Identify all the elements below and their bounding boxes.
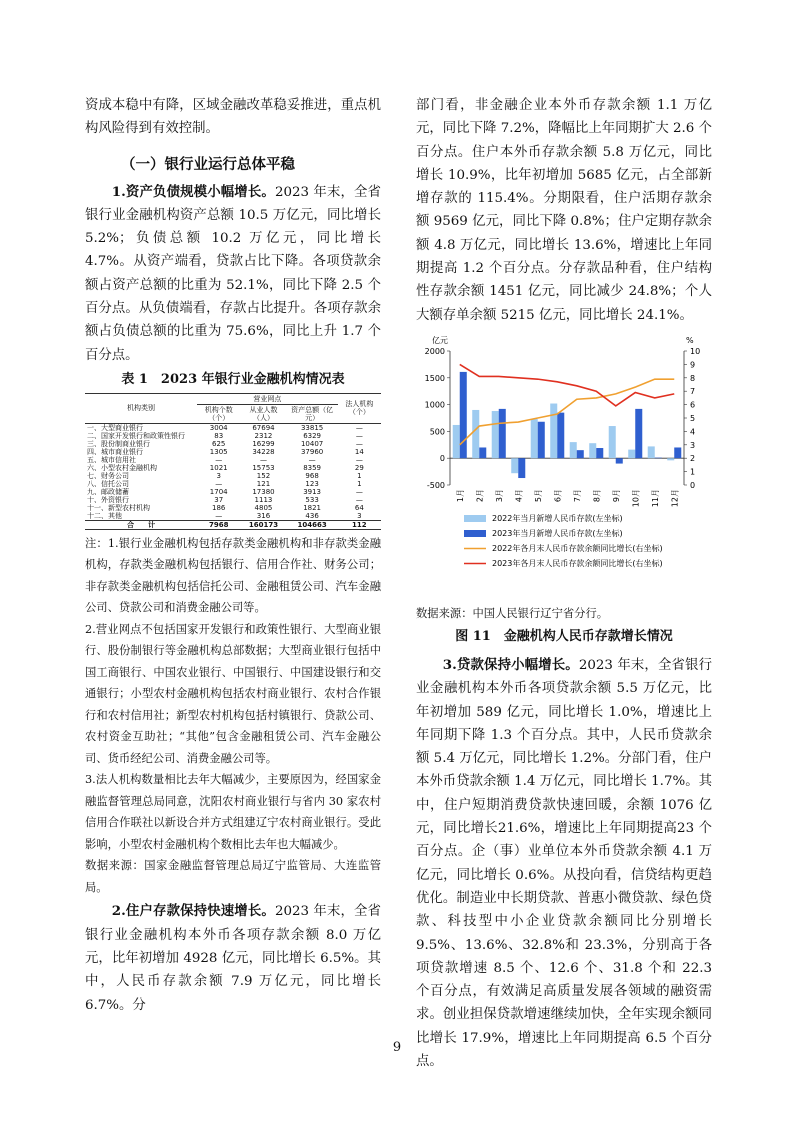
table-caption: 表 1 2023 年银行业金融机构情况表 (121, 371, 345, 387)
paragraph-assets (85, 181, 381, 367)
table-row (85, 440, 381, 448)
bar-2022 (648, 446, 655, 458)
category-label: 10月 (631, 488, 641, 508)
right-unit-label: % (686, 335, 694, 345)
table-cell: 1 (357, 471, 362, 480)
table-row (85, 448, 381, 456)
category-label: 11月 (650, 488, 660, 508)
bar-2023 (616, 458, 623, 463)
table-body (85, 423, 381, 529)
left-column (85, 94, 381, 1017)
table-cell: — (355, 423, 363, 432)
bar-2022 (570, 442, 577, 458)
table-cell: — (355, 439, 363, 448)
table-cell: 四、城市商业银行 (87, 447, 143, 456)
bar-2023 (596, 448, 603, 458)
table-note: 2.营业网点不包括国家开发银行和政策性银行、大型商业银行、股份制银行等金融机构总部数据；大型商业银行包括中国工商银行、中国农业银行、中国银行、中国建设银行和交通银行；小型农村金融机构包括农村商业银行、农村合作银行和农村信用社；新型农村机构包括村镇银行、贷款公司、农村资金互助社；“其他”包含金融租赁公司、汽车金融公司、货币经纪公司、消费金融公司等。 (85, 622, 381, 765)
table-cell: 34228 (252, 447, 275, 456)
table-row (85, 480, 381, 488)
table-cell: — (355, 431, 363, 440)
right-tick-label: 1 (690, 467, 696, 477)
paragraph-deposits-body: 2023 年末，全省银行业金融机构本外币各项存款余额 8.0 万亿元，比年初增加 4928 亿元，同比增长 6.5%。其中，人民币存款余额 7.9 万亿元，同比增长 6.7%。分 (85, 904, 381, 1013)
table-cell: — (308, 455, 316, 464)
bar-2023 (635, 409, 642, 458)
col-header-legal: 法人机构（个） (338, 393, 381, 423)
paragraph-loans-body: 2023 年末，全省银行业金融机构本外币各项贷款余额 5.5 万亿元，比年初增加 589 亿元，同比增长 1.0%，增速比上年同期下降 1.3 个百分点。其中，人民币贷款余额 5.4 万亿元，同比增长 1.2%。分部门看，住户本外币贷款余额 1.4 万亿元，同比增长 1.7%。其中，住户短期消费贷款快速回暖，余额 1076 亿元，同比增长21.6%，增速比上年同期提高23 个百分点。企（事）业单位本外币贷款余额 4.1 万亿元，同比增长 0.6%。从投向看，信贷结构更趋优化。制造业中长期贷款、普惠小微贷款、绿色贷款、科技型中小企业贷款余额同比分别增长 9.5%、13.6%、32.8%和 23.3%，分别高于各项贷款增速 8.5 个、12.6 个、31.8 个和 22.3 个百分点，有效满足高质量发展各领域的融资需求。创业担保贷款增速继续加快，全年实现余额同比增长 17.9%，增速比上年同期提高 6.5 个百分点。 (416, 657, 712, 1070)
table-cell: 4805 (254, 503, 273, 512)
col-header-group: 营业网点 (197, 393, 338, 404)
table-cell: 十二、其他 (87, 511, 122, 520)
table-cell: 3 (357, 511, 362, 520)
bar-2023 (557, 413, 564, 459)
table-cell: 29 (354, 463, 364, 472)
table-cell: 1305 (209, 447, 228, 456)
col-header-type: 机构类别 (85, 393, 197, 423)
category-label: 4月 (514, 488, 524, 503)
bar-2022 (511, 458, 518, 473)
paragraph-loans (416, 654, 712, 1073)
bar-2022 (667, 458, 674, 460)
table-cell: 64 (354, 503, 364, 512)
bar-2023 (460, 372, 467, 458)
legend-swatch (464, 515, 486, 522)
table-cell: 160173 (240, 520, 286, 529)
category-label: 7月 (572, 488, 582, 503)
table-cell: 1821 (303, 503, 322, 512)
table-row (85, 464, 381, 472)
chart-source: 数据来源：中国人民银行辽宁省分行。 (416, 606, 609, 620)
table-cell: 七、财务公司 (87, 471, 129, 480)
table-row (85, 456, 381, 464)
right-tick-label: 9 (690, 360, 696, 370)
table-row (85, 512, 381, 521)
bar-2022 (453, 425, 460, 458)
table-cell: 533 (305, 495, 319, 504)
paragraph-deposits-continued: 部门看，非金融企业本外币存款余额 1.1 万亿元，同比下降 7.2%，降幅比上年同期扩大 2.6 个百分点。住户本外币存款余额 5.8 万亿元，同比增长 10.9%，比年初增加 5685 亿元，占全部新增存款的 115.4%。分期限看，住户活期存款余额 9569 亿元，同比下降 0.8%；住户定期存款余额 4.8 万亿元，同比增长 13.6%，增速比上年同期提高 1.2 个百分点。分存款品种看，住户结构性存款余额 1451 亿元，同比减少 24.8%；个人大额存单余额 5215 亿元，同比增长 24.1%。 (416, 98, 712, 323)
table-source: 数据来源：国家金融监督管理总局辽宁监管局、大连监管局。 (85, 859, 381, 894)
table-cell: 436 (305, 511, 319, 520)
table-cell: 7968 (197, 520, 240, 529)
bar-2022 (531, 419, 538, 458)
col-header-staff: 从业人数（人） (240, 404, 286, 423)
paragraph-loans-lead: 3.贷款保持小幅增长。 (442, 656, 579, 673)
bar-2022 (628, 450, 635, 459)
col-header-assets: 资产总额（亿元） (287, 404, 338, 423)
section-title: （一）银行业运行总体平稳 (121, 155, 295, 173)
table-cell: 37960 (300, 447, 324, 456)
table-cell: 五、城市信用社 (87, 455, 136, 464)
category-label: 1月 (455, 488, 465, 503)
category-label: 2月 (475, 488, 485, 503)
table-cell: 15753 (252, 463, 275, 472)
right-tick-label: 4 (690, 427, 696, 437)
bar-2022 (492, 411, 499, 458)
table-cell: 10407 (300, 439, 324, 448)
bar-2022 (550, 403, 557, 458)
table-cell: — (355, 455, 363, 464)
table-cell: — (215, 511, 223, 520)
table-row (85, 423, 381, 432)
table-cell: 123 (305, 479, 319, 488)
bar-2023 (674, 447, 681, 458)
table-cell: 625 (212, 439, 226, 448)
table-note: 3.法人机构数量相比去年大幅减少，主要原因为，经国家金融监督管理总局同意，沈阳农村商业银行与省内 30 家农村信用合作联社以新设合并方式组建辽宁农村商业银行。受此影响，小型农村金融机构个数相比去年也大幅减少。 (85, 773, 381, 851)
right-tick-label: 6 (690, 400, 696, 410)
table-cell: 14 (354, 447, 364, 456)
table-cell: 九、邮政储蓄 (87, 487, 129, 496)
right-column (416, 94, 712, 1073)
table-cell: — (259, 455, 267, 464)
figure-caption: 图 11 金融机构人民币存款增长情况 (455, 628, 673, 644)
table-cell: 二、国家开发银行和政策性银行 (87, 431, 185, 440)
table-cell: 十一、新型农村机构 (87, 503, 150, 512)
table-cell: 八、信托公司 (87, 479, 129, 488)
table-cell: 1 (357, 479, 362, 488)
right-tick-label: 10 (690, 346, 701, 356)
legend-swatch (464, 530, 486, 537)
paragraph-deposits-lead: 2.住户存款保持快速增长。 (111, 903, 275, 920)
table-cell: — (355, 495, 363, 504)
bar-2023 (518, 458, 525, 478)
table-row (85, 488, 381, 496)
table-cell: 16299 (252, 439, 275, 448)
table-cell: — (355, 487, 363, 496)
table-row (85, 504, 381, 512)
bar-2023 (499, 409, 506, 458)
right-tick-label: 8 (690, 373, 696, 383)
deposit-growth-chart (416, 333, 712, 605)
right-tick-label: 0 (690, 480, 696, 490)
category-label: 8月 (592, 488, 602, 503)
left-tick-label: 500 (429, 427, 445, 437)
table-cell: 合 计 (85, 520, 197, 529)
left-tick-label: 0 (439, 454, 445, 464)
table-cell: 112 (338, 520, 381, 529)
category-label: 3月 (494, 488, 504, 503)
table-row (85, 496, 381, 504)
left-unit-label: 亿元 (432, 335, 448, 345)
bank-institutions-table (85, 393, 381, 530)
right-tick-label: 3 (690, 440, 696, 450)
page-number: 9 (392, 1040, 402, 1055)
chart-legend (464, 513, 663, 568)
table-cell: 8359 (303, 463, 322, 472)
table-cell: 33815 (300, 423, 324, 432)
table-cell: 一、大型商业银行 (87, 423, 143, 432)
legend-label: 2022年当月新增人民币存款(左坐标) (492, 513, 623, 523)
table-cell: 121 (256, 479, 271, 488)
right-tick-label: 2 (690, 454, 696, 464)
table-cell: 6329 (303, 431, 322, 440)
table-cell: 104663 (287, 520, 338, 529)
table-row (85, 432, 381, 440)
table-cell: — (215, 479, 223, 488)
bar-2023 (655, 458, 662, 459)
paragraph-deposits (85, 900, 381, 1016)
table-cell: 六、小型农村金融机构 (87, 463, 157, 472)
category-label: 12月 (670, 488, 680, 508)
bar-2023 (479, 447, 486, 458)
table-cell: 3 (216, 471, 221, 480)
table-cell: 1704 (209, 487, 228, 496)
table-cell: 1021 (209, 463, 228, 472)
table-cell: — (215, 455, 223, 464)
right-tick-label: 5 (690, 413, 696, 423)
legend-label: 2023年当月新增人民币存款(左坐标) (492, 528, 623, 538)
table-cell: 67694 (252, 423, 275, 432)
table-cell: 3004 (209, 423, 228, 432)
left-tick-label: 1000 (424, 400, 445, 410)
col-header-count: 机构个数（个） (197, 404, 240, 423)
legend-label: 2022年各月末人民币存款余额同比增长(右坐标) (492, 543, 663, 553)
left-tick-label: -500 (426, 480, 445, 490)
left-tick-label: 1500 (424, 373, 445, 383)
table-cell: 152 (256, 471, 271, 480)
category-label: 9月 (611, 488, 621, 503)
table-cell: 3913 (303, 487, 322, 496)
table-cell: 三、股份制商业银行 (87, 439, 150, 448)
bar-2022 (472, 410, 479, 458)
table-cell: 17380 (252, 487, 275, 496)
table-cell: 2312 (254, 431, 273, 440)
bar-2022 (589, 443, 596, 458)
left-tick-label: 2000 (424, 346, 445, 356)
legend-label: 2023年各月末人民币存款余额同比增长(右坐标) (492, 558, 663, 568)
intro-paragraph: 资成本稳中有降，区域金融改革稳妥推进，重点机构风险得到有效控制。 (85, 98, 381, 137)
paragraph-assets-lead: 1.资产负债规模小幅增长。 (111, 183, 275, 200)
table-row (85, 472, 381, 480)
table-cell: 316 (256, 511, 271, 520)
table-cell: 十、外资银行 (87, 495, 129, 504)
table-total-row (85, 520, 381, 529)
table-cell: 37 (214, 495, 224, 504)
right-tick-label: 7 (690, 387, 696, 397)
paragraph-assets-body: 2023 年末，全省银行业金融机构资产总额 10.5 万亿元，同比增长 5.2%；负债总额 10.2 万亿元，同比增长 4.7%。从资产端看，贷款占比下降。各项贷款余额占资产总额的比重为 52.1%，同比下降 2.5 个百分点。从负债端看，存款占比提升。各项存款余额占负债总额的比重为 75.6%，同比上升 1.7 个百分点。 (85, 184, 381, 363)
category-label: 5月 (533, 488, 543, 503)
table-cell: 186 (212, 503, 226, 512)
chart-axes (447, 351, 687, 485)
table-notes (85, 533, 381, 899)
bar-2023 (538, 422, 545, 458)
bar-2023 (577, 450, 584, 458)
table-cell: 83 (214, 431, 224, 440)
table-cell: 1113 (254, 495, 273, 504)
category-label: 6月 (553, 488, 563, 503)
bar-2022 (609, 426, 616, 458)
table-note: 注：1.银行业金融机构包括存款类金融机构和非存款类金融机构，存款类金融机构包括银行、信用合作社、财务公司；非存款类金融机构包括信托公司、金融租赁公司、汽车金融公司、贷款公司和消费金融公司等。 (85, 536, 381, 615)
table-cell: 968 (305, 471, 319, 480)
